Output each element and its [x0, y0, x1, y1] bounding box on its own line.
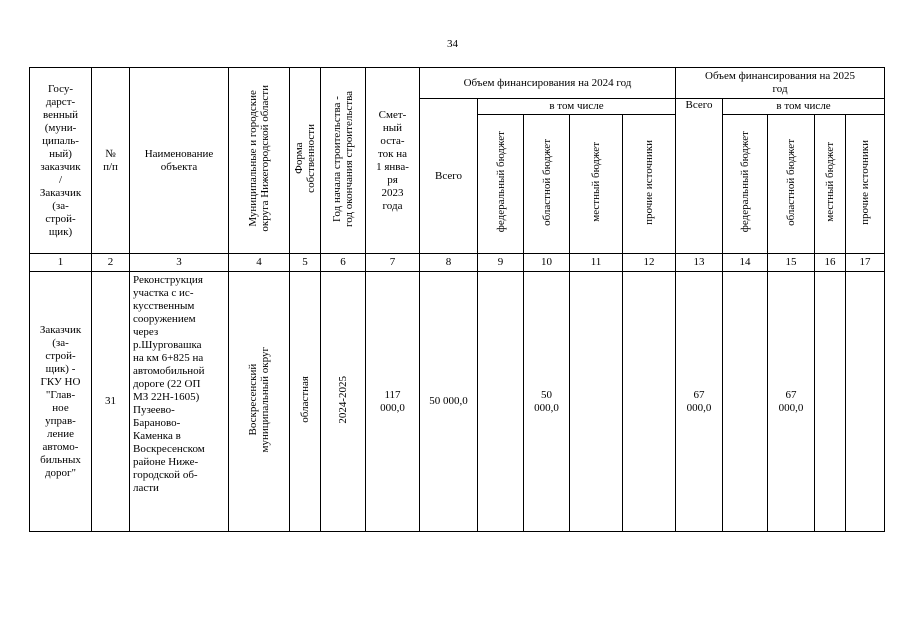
column-number: 16: [815, 254, 846, 272]
financing-table: [29, 67, 885, 532]
header-customer: Госу- дарст- венный (муни- ципаль- ный) заказчик / Заказчик (за- строй- щик): [30, 68, 92, 254]
header-fin-2024: Объем финансирования на 2024 год: [420, 68, 676, 99]
header-incl-2025: в том числе: [723, 99, 885, 115]
header-total-2024: Всего: [420, 99, 478, 254]
header-fin-2025: Объем финансирования на 2025 год: [676, 68, 885, 99]
column-number: 15: [768, 254, 815, 272]
column-number: 8: [420, 254, 478, 272]
header-regional-2025-cell: [768, 115, 815, 254]
cell-municipality-text: Воскресенский муниципальный округ: [247, 346, 271, 453]
cell-num: 31: [92, 272, 130, 532]
header-other-2025: прочие источники: [859, 139, 872, 225]
cell-ownership-text: областная: [299, 376, 311, 423]
column-number: 12: [623, 254, 676, 272]
cell-years-text: 2024-2025: [337, 375, 349, 424]
column-number: 5: [290, 254, 321, 272]
cell-total-2024: 50 000,0: [420, 272, 478, 532]
header-estimate: Смет- ный оста- ток на 1 янва- ря 2023 года: [366, 68, 420, 254]
cell-object-name: Реконструкция участка с ис- кусственным сооружением через р.Шурговашка на км 6+825 на автомобильной дороге (22 ОП МЗ 22Н-1605) Пузеево- Бараново- Каменка в Воскресенском районе Ниже- городской об- ласти: [130, 272, 229, 532]
header-municipality: Муниципальные и городские округа Нижегородской области: [247, 85, 271, 232]
header-years: Год начала строительства - год окончания строительства: [331, 90, 355, 227]
column-number: 7: [366, 254, 420, 272]
header-other-2024: прочие источники: [643, 139, 655, 225]
header-num: № п/п: [92, 68, 130, 254]
column-number: 11: [570, 254, 623, 272]
cell-estimate: 117 000,0: [366, 272, 420, 532]
column-number: 10: [524, 254, 570, 272]
header-local-2025-cell: [815, 115, 846, 254]
header-local-2024-cell: [570, 115, 623, 254]
header-ownership: Форма собственности: [293, 124, 317, 193]
cell-other-2025: [846, 272, 885, 532]
table-row: [30, 272, 885, 532]
cell-years: [321, 272, 366, 532]
header-years-cell: [321, 68, 366, 254]
header-regional-2025: областной бюджет: [785, 138, 798, 226]
header-ownership-cell: [290, 68, 321, 254]
cell-federal-2025: [723, 272, 768, 532]
cell-federal-2024: [478, 272, 524, 532]
header-federal-2024: федеральный бюджет: [494, 131, 507, 233]
header-name: Наименование объекта: [130, 68, 229, 254]
cell-regional-2024: 50 000,0: [524, 272, 570, 532]
header-regional-2024: областной бюджет: [540, 138, 553, 226]
cell-ownership: [290, 272, 321, 532]
header-regional-2024-cell: [524, 115, 570, 254]
header-federal-2025: федеральный бюджет: [739, 131, 752, 233]
column-number: 13: [676, 254, 723, 272]
header-other-2024-cell: [623, 115, 676, 254]
cell-municipality: [229, 272, 290, 532]
page-number: 34: [447, 38, 458, 50]
header-other-2025-cell: [846, 115, 885, 254]
column-number: 6: [321, 254, 366, 272]
column-number: 4: [229, 254, 290, 272]
column-number: 2: [92, 254, 130, 272]
header-incl-2024: в том числе: [478, 99, 676, 115]
column-number: 9: [478, 254, 524, 272]
header-municipality-cell: [229, 68, 290, 254]
cell-other-2024: [623, 272, 676, 532]
column-number: 1: [30, 254, 92, 272]
cell-customer: Заказчик (за- строй- щик) - ГКУ НО "Глав- ное управ- ление автомо- бильных дорог": [30, 272, 92, 532]
cell-local-2025: [815, 272, 846, 532]
column-numbers-row: [30, 254, 885, 272]
column-number: 17: [846, 254, 885, 272]
cell-regional-2025: 67 000,0: [768, 272, 815, 532]
header-total-2025: Всего: [676, 99, 723, 254]
column-number: 14: [723, 254, 768, 272]
cell-local-2024: [570, 272, 623, 532]
header-local-2024: местный бюджет: [590, 142, 602, 222]
header-federal-2025-cell: [723, 115, 768, 254]
cell-total-2025: 67 000,0: [676, 272, 723, 532]
column-number: 3: [130, 254, 229, 272]
header-local-2025: местный бюджет: [824, 142, 837, 222]
header-federal-2024-cell: [478, 115, 524, 254]
